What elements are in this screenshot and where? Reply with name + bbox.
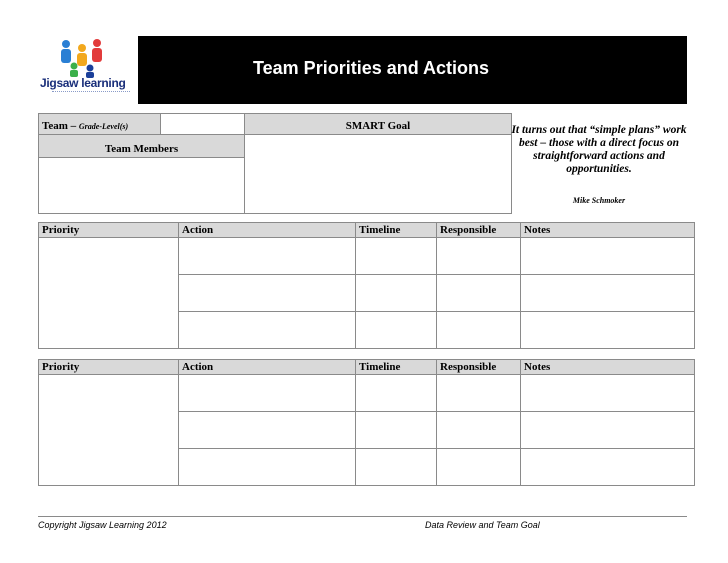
timeline-cell[interactable] (356, 375, 437, 412)
priority-column-header: Priority (39, 223, 179, 238)
team-members-label: Team Members (104, 143, 179, 155)
priority-cell[interactable] (39, 238, 179, 349)
priority-table-1 (38, 222, 695, 349)
responsible-column-header: Responsible (437, 223, 521, 238)
timeline-cell[interactable] (356, 449, 437, 486)
logo-tagline (52, 91, 130, 95)
priority-table-header (39, 360, 695, 375)
timeline-cell[interactable] (356, 275, 437, 312)
puzzle-people-icon (52, 38, 152, 78)
smart-goal-label: SMART Goal (345, 120, 411, 132)
priority-cell[interactable] (39, 375, 179, 486)
table-row (39, 238, 695, 275)
priority-table-2 (38, 359, 695, 486)
team-table (38, 113, 512, 214)
smart-goal-field[interactable] (245, 135, 512, 214)
page-title: Team Priorities and Actions (253, 58, 490, 78)
action-cell[interactable] (179, 275, 356, 312)
notes-cell[interactable] (521, 375, 695, 412)
notes-cell[interactable] (521, 275, 695, 312)
footer-document-title: Data Review and Team Goal (425, 520, 540, 530)
team-members-header (39, 135, 245, 158)
priority-table-header (39, 223, 695, 238)
responsible-cell[interactable] (437, 238, 521, 275)
team-label: Team – (42, 120, 79, 132)
action-cell[interactable] (179, 375, 356, 412)
notes-column-header: Notes (521, 223, 695, 238)
responsible-cell[interactable] (437, 312, 521, 349)
notes-column-header: Notes (521, 360, 695, 375)
action-cell[interactable] (179, 238, 356, 275)
timeline-cell[interactable] (356, 412, 437, 449)
responsible-cell[interactable] (437, 412, 521, 449)
logo-text: Jigsaw learning (40, 76, 126, 90)
footer-copyright: Copyright Jigsaw Learning 2012 (38, 520, 167, 530)
jigsaw-learning-logo (38, 36, 138, 104)
responsible-cell[interactable] (437, 375, 521, 412)
title-bar (138, 36, 687, 104)
responsible-cell[interactable] (437, 449, 521, 486)
responsible-cell[interactable] (437, 275, 521, 312)
team-value-field[interactable] (161, 114, 245, 135)
smart-goal-header (245, 114, 512, 135)
table-row (39, 375, 695, 412)
notes-cell[interactable] (521, 412, 695, 449)
notes-cell[interactable] (521, 449, 695, 486)
responsible-column-header: Responsible (437, 360, 521, 375)
action-cell[interactable] (179, 449, 356, 486)
quote-text: It turns out that “simple plans” work best – those with a direct focus on straightforward actions and opportunities. (511, 124, 687, 175)
action-cell[interactable] (179, 312, 356, 349)
timeline-cell[interactable] (356, 312, 437, 349)
action-column-header: Action (179, 360, 356, 375)
timeline-cell[interactable] (356, 238, 437, 275)
notes-cell[interactable] (521, 238, 695, 275)
team-members-field[interactable] (39, 158, 245, 214)
team-label-cell (39, 114, 161, 135)
footer-divider (38, 516, 687, 517)
timeline-column-header: Timeline (356, 223, 437, 238)
action-cell[interactable] (179, 412, 356, 449)
action-column-header: Action (179, 223, 356, 238)
quote-author: Mike Schmoker (572, 196, 626, 205)
grade-level-label: Grade-Level(s) (78, 122, 129, 131)
timeline-column-header: Timeline (356, 360, 437, 375)
priority-column-header: Priority (39, 360, 179, 375)
notes-cell[interactable] (521, 312, 695, 349)
